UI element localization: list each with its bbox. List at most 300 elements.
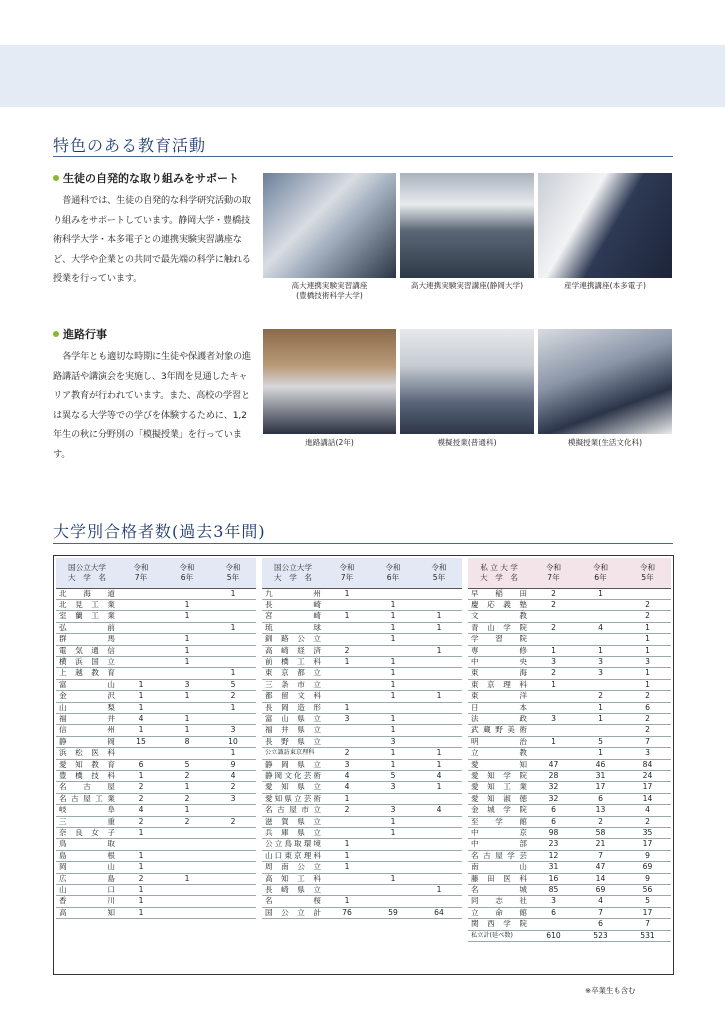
count-cell: 1 (624, 634, 671, 645)
table-row (56, 862, 256, 873)
university-name: 立 命 館 (468, 907, 530, 918)
table-row (262, 691, 462, 702)
count-cell: 1 (416, 885, 462, 896)
table-row (468, 919, 671, 930)
university-name: 横浜国立 (56, 656, 118, 667)
university-name: 高知工科 (262, 873, 324, 884)
count-cell: 6 (530, 816, 577, 827)
count-cell (370, 793, 416, 804)
count-cell: 59 (370, 907, 416, 918)
count-cell: 9 (210, 759, 256, 770)
university-name: 名古屋市立 (262, 805, 324, 816)
national-table-1 (56, 558, 256, 919)
university-name: 長崎県立 (262, 885, 324, 896)
university-name: 名 城 (468, 885, 530, 896)
count-cell: 2 (118, 793, 164, 804)
count-cell (530, 634, 577, 645)
university-name: 香 川 (56, 896, 118, 907)
count-cell (164, 702, 210, 713)
count-cell: 6 (118, 759, 164, 770)
science-section (53, 170, 253, 289)
count-cell (416, 599, 462, 610)
university-name: 学 習 院 (468, 634, 530, 645)
table-row (468, 679, 671, 690)
count-cell (624, 588, 671, 599)
count-cell: 4 (324, 771, 370, 782)
photo-lab-shizuoka (400, 173, 534, 278)
science-body: 普通科では、生徒の自発的な科学研究活動の取り組みをサポートしています。静岡大学・豊橋技術科学大学・本多電子との連携実験実習講座など、大学や企業との共同で最先端の科学に触れる授業を行っています。 (53, 195, 251, 284)
university-name: 静岡県立 (262, 759, 324, 770)
table-row (56, 668, 256, 679)
count-cell: 17 (624, 907, 671, 918)
university-name: 長野県立 (262, 736, 324, 747)
table-row (262, 896, 462, 907)
count-cell: 1 (210, 702, 256, 713)
table-row (468, 691, 671, 702)
count-cell: 2 (530, 622, 577, 633)
count-cell: 14 (577, 873, 624, 884)
university-name: 兵庫県立 (262, 828, 324, 839)
table-row (262, 828, 462, 839)
university-name: 愛知淑徳 (468, 793, 530, 804)
count-cell (370, 862, 416, 873)
count-cell: 3 (324, 759, 370, 770)
bullet-icon (53, 331, 59, 337)
count-cell: 10 (210, 736, 256, 747)
count-cell: 4 (416, 771, 462, 782)
count-cell (324, 668, 370, 679)
col-header: 令和 7年 (118, 558, 164, 588)
count-cell: 35 (624, 828, 671, 839)
table-row (468, 816, 671, 827)
count-cell: 1 (164, 782, 210, 793)
count-cell: 24 (624, 771, 671, 782)
col-header: 令和 5年 (624, 558, 671, 588)
count-cell: 28 (530, 771, 577, 782)
count-cell (530, 691, 577, 702)
count-cell: 3 (624, 656, 671, 667)
count-cell: 1 (416, 611, 462, 622)
university-name: 福井県立 (262, 725, 324, 736)
count-cell (324, 736, 370, 747)
count-cell: 1 (370, 725, 416, 736)
university-name: 三条市立 (262, 679, 324, 690)
table-row (262, 725, 462, 736)
count-cell: 69 (577, 885, 624, 896)
count-cell (416, 713, 462, 724)
caption: 産学連携講座(本多電子) (564, 281, 646, 290)
count-cell: 5 (210, 679, 256, 690)
count-cell: 1 (416, 759, 462, 770)
university-name: 九 州 (262, 588, 324, 599)
university-name: 富山県立 (262, 713, 324, 724)
university-name: 武蔵野美術 (468, 725, 530, 736)
university-name: 北見工業 (56, 599, 118, 610)
count-cell: 1 (416, 645, 462, 656)
count-cell (324, 634, 370, 645)
count-cell: 3 (210, 793, 256, 804)
university-name: 名古屋工業 (56, 793, 118, 804)
count-cell (416, 828, 462, 839)
photo-mock-class-general (400, 329, 534, 434)
count-cell: 1 (624, 679, 671, 690)
table-row (262, 907, 462, 918)
table-row (262, 759, 462, 770)
caption: 模擬授業(普通科) (437, 438, 497, 447)
count-cell: 610 (530, 930, 577, 941)
count-cell (118, 645, 164, 656)
university-name: 早 稲 田 (468, 588, 530, 599)
count-cell: 1 (118, 850, 164, 861)
count-cell: 32 (530, 793, 577, 804)
university-name: 愛知工業 (468, 782, 530, 793)
university-name: 南 山 (468, 862, 530, 873)
count-cell: 1 (210, 622, 256, 633)
count-cell (164, 588, 210, 599)
count-cell: 6 (530, 805, 577, 816)
table-row (262, 634, 462, 645)
count-cell: 1 (324, 862, 370, 873)
count-cell (210, 713, 256, 724)
table-row (468, 668, 671, 679)
count-cell: 4 (210, 771, 256, 782)
count-cell: 2 (324, 805, 370, 816)
photo-mock-class-lifestyle (538, 329, 672, 434)
count-cell: 1 (416, 748, 462, 759)
photo-industry (538, 173, 672, 278)
col-header: 国公立大学 大 学 名 (56, 558, 118, 588)
count-cell (324, 679, 370, 690)
university-name: 愛知県立 (262, 782, 324, 793)
col-header: 令和 7年 (324, 558, 370, 588)
count-cell: 47 (577, 862, 624, 873)
table-row (56, 656, 256, 667)
count-cell: 1 (370, 599, 416, 610)
count-cell (164, 862, 210, 873)
count-cell: 3 (164, 679, 210, 690)
count-cell (210, 907, 256, 918)
count-cell (118, 588, 164, 599)
col-header: 令和 6年 (164, 558, 210, 588)
bullet-icon (53, 175, 59, 181)
count-cell (416, 702, 462, 713)
university-name: 東京都立 (262, 668, 324, 679)
count-cell (530, 611, 577, 622)
career-body: 各学年とも適切な時期に生徒や保護者対象の進路講話や講演会を実施し、3年間を見通したキャリア教育が行われています。また、高校の学習とは異なる大学等での学びを体験するために、1,2年生の秋に分野別の「模擬授業」を行っています。 (53, 351, 251, 460)
count-cell: 2 (324, 645, 370, 656)
university-name: 公立諏訪東京理科 (262, 748, 324, 759)
count-cell: 69 (624, 862, 671, 873)
count-cell: 17 (624, 782, 671, 793)
table-row (56, 885, 256, 896)
count-cell: 1 (210, 748, 256, 759)
count-cell (370, 850, 416, 861)
count-cell: 1 (324, 702, 370, 713)
count-cell: 6 (530, 907, 577, 918)
table-row (56, 771, 256, 782)
table-row (262, 885, 462, 896)
university-name: 弘 前 (56, 622, 118, 633)
count-cell: 2 (624, 611, 671, 622)
count-cell: 6 (577, 919, 624, 930)
table-row (262, 748, 462, 759)
table-row (262, 713, 462, 724)
count-cell: 7 (577, 907, 624, 918)
divider (53, 543, 673, 544)
table-row (56, 725, 256, 736)
count-cell (577, 725, 624, 736)
table-row (262, 771, 462, 782)
university-name: 福 井 (56, 713, 118, 724)
university-name: 文 教 (468, 611, 530, 622)
table-row (262, 873, 462, 884)
university-name: 法 政 (468, 713, 530, 724)
count-cell: 2 (530, 668, 577, 679)
career-title: 進路行事 (63, 328, 107, 341)
count-cell: 2 (624, 691, 671, 702)
count-cell (370, 885, 416, 896)
count-cell (118, 656, 164, 667)
count-cell: 3 (370, 736, 416, 747)
table-row (262, 668, 462, 679)
count-cell: 1 (210, 668, 256, 679)
university-name: 奈良女子 (56, 828, 118, 839)
table-row (56, 588, 256, 599)
section-title-acceptances: 大学別合格者数(過去3年間) (53, 522, 266, 541)
count-cell: 3 (530, 713, 577, 724)
count-cell: 9 (624, 873, 671, 884)
col-header: 国公立大学 大 学 名 (262, 558, 324, 588)
count-cell (416, 850, 462, 861)
table-row (468, 862, 671, 873)
university-name: 山 梨 (56, 702, 118, 713)
count-cell: 21 (577, 839, 624, 850)
university-name: 都留文科 (262, 691, 324, 702)
table-row (468, 748, 671, 759)
university-name: 静 岡 (56, 736, 118, 747)
photo-career-talk (263, 329, 396, 434)
count-cell (370, 588, 416, 599)
count-cell (164, 668, 210, 679)
university-name: 琉 球 (262, 622, 324, 633)
count-cell: 3 (577, 668, 624, 679)
private-table (468, 558, 671, 942)
count-cell (416, 725, 462, 736)
table-row (468, 759, 671, 770)
table-row (56, 839, 256, 850)
count-cell: 1 (416, 782, 462, 793)
divider (53, 156, 673, 157)
count-cell (530, 725, 577, 736)
university-name: 慶応義塾 (468, 599, 530, 610)
university-name: 金 沢 (56, 691, 118, 702)
university-name: 滋賀県立 (262, 816, 324, 827)
university-name: 青山学院 (468, 622, 530, 633)
caption: 高大連携実験実習講座(静岡大学) (410, 281, 524, 290)
count-cell (118, 668, 164, 679)
count-cell: 2 (164, 793, 210, 804)
count-cell (118, 622, 164, 633)
count-cell: 7 (624, 919, 671, 930)
footnote: ※卒業生も含む (585, 986, 636, 995)
count-cell (416, 668, 462, 679)
count-cell: 5 (370, 771, 416, 782)
table-row (56, 907, 256, 918)
count-cell (416, 839, 462, 850)
count-cell (416, 679, 462, 690)
count-cell: 4 (577, 622, 624, 633)
career-section (53, 326, 253, 464)
count-cell: 1 (118, 828, 164, 839)
count-cell: 31 (577, 771, 624, 782)
count-cell: 1 (118, 725, 164, 736)
count-cell: 1 (164, 873, 210, 884)
count-cell (416, 793, 462, 804)
count-cell (530, 748, 577, 759)
count-cell (324, 816, 370, 827)
count-cell (210, 885, 256, 896)
count-cell: 2 (118, 816, 164, 827)
table-row (262, 656, 462, 667)
count-cell (210, 862, 256, 873)
count-cell: 13 (577, 805, 624, 816)
university-name: 前橋工科 (262, 656, 324, 667)
science-title: 生徒の自発的な取り組みをサポート (63, 172, 239, 185)
university-name: 中 京 (468, 828, 530, 839)
university-name: 群 馬 (56, 634, 118, 645)
table-row (262, 599, 462, 610)
university-name: 愛知学院 (468, 771, 530, 782)
table-row (56, 736, 256, 747)
count-cell: 1 (577, 748, 624, 759)
count-cell: 1 (370, 656, 416, 667)
university-name: 室蘭工業 (56, 611, 118, 622)
count-cell: 1 (624, 668, 671, 679)
count-cell: 1 (164, 805, 210, 816)
count-cell: 64 (416, 907, 462, 918)
university-name: 愛知県立芸術 (262, 793, 324, 804)
count-cell: 8 (164, 736, 210, 747)
count-cell (370, 645, 416, 656)
count-cell (164, 839, 210, 850)
count-cell (577, 679, 624, 690)
table-row (468, 622, 671, 633)
count-cell (416, 873, 462, 884)
count-cell: 1 (118, 702, 164, 713)
count-cell: 2 (530, 588, 577, 599)
count-cell: 2 (624, 816, 671, 827)
table-row (468, 634, 671, 645)
count-cell: 2 (624, 725, 671, 736)
count-cell: 31 (530, 862, 577, 873)
count-cell: 4 (416, 805, 462, 816)
count-cell: 2 (118, 873, 164, 884)
table-row (262, 736, 462, 747)
count-cell: 2 (118, 782, 164, 793)
university-name: 至 学 館 (468, 816, 530, 827)
count-cell: 1 (577, 588, 624, 599)
count-cell: 1 (324, 656, 370, 667)
table-row (468, 873, 671, 884)
count-cell (324, 828, 370, 839)
count-cell: 1 (370, 759, 416, 770)
count-cell: 1 (118, 896, 164, 907)
table-row (262, 611, 462, 622)
count-cell (324, 725, 370, 736)
count-cell: 76 (324, 907, 370, 918)
count-cell: 6 (624, 702, 671, 713)
university-name: 名 桜 (262, 896, 324, 907)
count-cell: 1 (164, 634, 210, 645)
count-cell: 1 (530, 736, 577, 747)
table-row (468, 930, 671, 941)
count-cell (324, 873, 370, 884)
university-name: 愛知教育 (56, 759, 118, 770)
count-cell: 46 (577, 759, 624, 770)
count-cell: 2 (324, 748, 370, 759)
university-name: 三 重 (56, 816, 118, 827)
university-name: 信 州 (56, 725, 118, 736)
table-row (468, 885, 671, 896)
count-cell (118, 611, 164, 622)
count-cell: 23 (530, 839, 577, 850)
university-name: 宮 崎 (262, 611, 324, 622)
count-cell (118, 748, 164, 759)
university-name: 立 教 (468, 748, 530, 759)
table-row (468, 725, 671, 736)
university-name: 島 根 (56, 850, 118, 861)
count-cell: 1 (624, 645, 671, 656)
count-cell: 2 (624, 713, 671, 724)
university-name: 鳥 取 (56, 839, 118, 850)
university-name: 長 崎 (262, 599, 324, 610)
count-cell: 1 (577, 702, 624, 713)
count-cell (118, 634, 164, 645)
count-cell (210, 634, 256, 645)
col-header: 令和 6年 (577, 558, 624, 588)
university-name: 愛 知 (468, 759, 530, 770)
university-name: 東京理科 (468, 679, 530, 690)
university-name: 私立計(延べ数) (468, 930, 530, 941)
col-header: 令和 5年 (416, 558, 462, 588)
table-row (56, 816, 256, 827)
table-row (468, 907, 671, 918)
count-cell: 1 (118, 691, 164, 702)
count-cell (370, 839, 416, 850)
count-cell: 1 (164, 599, 210, 610)
count-cell: 2 (624, 599, 671, 610)
table-row (468, 828, 671, 839)
table-row (468, 805, 671, 816)
university-name: 豊橋技科 (56, 771, 118, 782)
table-row (56, 634, 256, 645)
count-cell: 4 (118, 713, 164, 724)
count-cell (210, 896, 256, 907)
count-cell: 3 (324, 713, 370, 724)
count-cell (416, 816, 462, 827)
count-cell (210, 656, 256, 667)
count-cell: 1 (370, 668, 416, 679)
university-name: 明 治 (468, 736, 530, 747)
table-row (262, 816, 462, 827)
table-row (56, 702, 256, 713)
count-cell: 3 (370, 805, 416, 816)
photo-lab-toyohashi (263, 173, 396, 278)
count-cell (118, 839, 164, 850)
count-cell: 1 (370, 873, 416, 884)
count-cell (416, 896, 462, 907)
count-cell: 1 (416, 622, 462, 633)
